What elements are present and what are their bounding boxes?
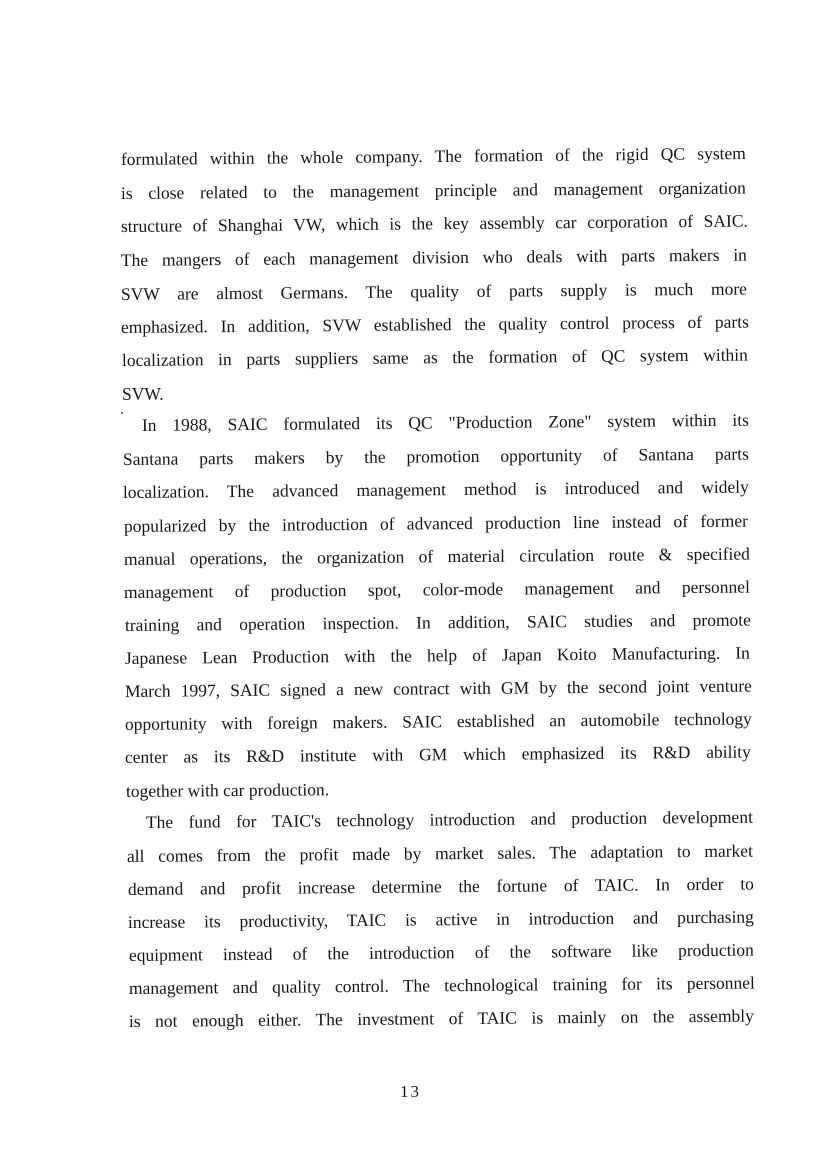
- text-line: training and operation inspection. In addition, SAIC studies and promote: [124, 609, 751, 636]
- text-line: management of production spot, color-mode management and personnel: [123, 576, 750, 603]
- text-line: demand and profit increase determine the fortune of TAIC. In order to: [127, 873, 754, 900]
- text-line: localization in parts suppliers same as the formation of QC system within: [121, 344, 748, 371]
- page-number: 13: [400, 1082, 421, 1101]
- text-line: formulated within the whole company. The formation of the rigid QC system: [120, 143, 746, 170]
- text-line: together with car production.: [125, 779, 330, 802]
- text-line: March 1997, SAIC signed a new contract with GM by the second joint venture: [124, 675, 752, 702]
- text-line: popularized by the introduction of advanced production line instead of former: [123, 510, 748, 537]
- text-line: SVW.: [122, 384, 164, 404]
- text-line: The fund for TAIC's technology introduction and production development: [145, 806, 753, 833]
- text-line: manual operations, the organization of material circulation route & specified: [123, 543, 750, 570]
- text-line: In 1988, SAIC formulated its QC "Production Zone" system within its: [141, 409, 749, 436]
- text-line: localization. The advanced management method is introduced and widely: [122, 476, 749, 503]
- text-line: The mangers of each management division who deals with parts makers in: [120, 244, 747, 271]
- text-line: SVW are almost Germans. The quality of parts supply is much more: [120, 278, 747, 305]
- text-line: opportunity with foreign makers. SAIC established an automobile technology: [124, 708, 752, 735]
- scan-speck: [121, 412, 123, 414]
- text-line: is close related to the management principle and management organization: [120, 177, 746, 204]
- text-line: all comes from the profit made by market sales. The adaptation to market: [126, 840, 753, 867]
- text-line: Japanese Lean Production with the help of Japan Koito Manufacturing. In: [124, 642, 750, 669]
- text-line: increase its productivity, TAIC is active in introduction and purchasing: [127, 906, 754, 933]
- text-line: equipment instead of the introduction of the software like production: [128, 939, 754, 966]
- text-line: Santana parts makers by the promotion opportunity of Santana parts: [122, 443, 749, 470]
- text-line: emphasized. In addition, SVW established the quality control process of parts: [120, 311, 749, 338]
- text-line: management and quality control. The technological training for its personnel: [128, 972, 755, 999]
- text-line: structure of Shanghai VW, which is the key assembly car corporation of SAIC.: [120, 210, 748, 237]
- text-line: is not enough either. The investment of TAIC is mainly on the assembly: [128, 1005, 754, 1031]
- text-line: center as its R&D institute with GM which emphasized its R&D ability: [124, 741, 751, 768]
